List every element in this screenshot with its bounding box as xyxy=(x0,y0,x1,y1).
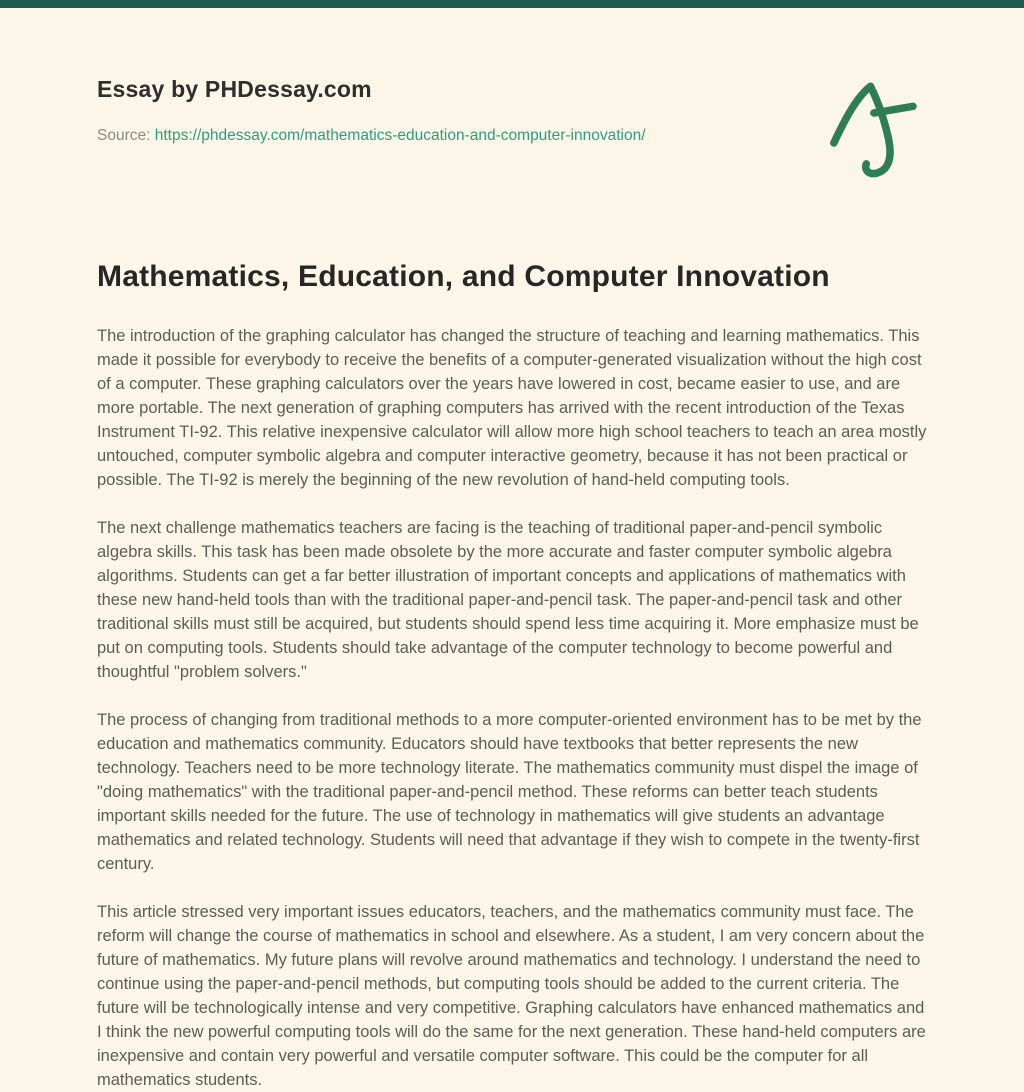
top-accent-bar xyxy=(0,0,1024,8)
essay-paragraph: The process of changing from traditional methods to a more computer-oriented environment has to be met by the education and mathematics community. Educators should have textbooks that better represents the new technology. Teachers need to be more technology literate. The mathematics community must dispel the image of "doing mathematics" with the traditional paper-and-pencil method. These reforms can better teach students important skills needed for the future. The use of technology in mathematics will give students an advantage mathematics and related technology. Students will need that advantage if they wish to compete in the twenty-first century. xyxy=(97,711,922,873)
essay-body xyxy=(97,324,927,1092)
page-content xyxy=(0,76,1024,1092)
source-url-link[interactable]: https://phdessay.com/mathematics-education-and-computer-innovation/ xyxy=(154,127,646,144)
essay-paragraph: This article stressed very important issues educators, teachers, and the mathematics community must face. The reform will change the course of mathematics in school and elsewhere. As a student, I am very concern about the future of mathematics. My future plans will revolve around mathematics and technology. I understand the need to continue using the paper-and-pencil methods, but computing tools should be added to the current criteria. The future will be technologically intense and very competitive. Graphing calculators have enhanced mathematics and I think the new powerful computing tools will do the same for the next generation. These hand-held computers are inexpensive and contain very powerful and versatile computer software. This could be the computer for all mathematics students. xyxy=(97,903,926,1089)
source-line xyxy=(97,127,646,145)
essay-paragraph: The next challenge mathematics teachers are facing is the teaching of traditional paper-and-pencil symbolic algebra skills. This task has been made obsolete by the more accurate and faster computer symbolic algebra algorithms. Students can get a far better illustration of important concepts and applications of mathematics with these new hand-held tools than with the traditional paper-and-pencil task. The paper-and-pencil task and other traditional skills must still be acquired, but students should spend less time acquiring it. More emphasize must be put on computing tools. Students should take advantage of the computer technology to become powerful and thoughtful "problem solvers." xyxy=(97,519,919,681)
site-title: Essay by PHDessay.com xyxy=(97,76,372,102)
source-label: Source: xyxy=(97,127,151,144)
page-header xyxy=(97,76,927,178)
header-text-block xyxy=(97,76,646,145)
essay-title: Mathematics, Education, and Computer Innovation xyxy=(97,260,830,293)
essay-paragraph: The introduction of the graphing calculator has changed the structure of teaching and learning mathematics. This made it possible for everybody to receive the benefits of a computer-generated visualization without the high cost of a computer. These graphing calculators over the years have lowered in cost, became easier to use, and are more portable. The next generation of graphing computers has arrived with the recent introduction of the Texas Instrument TI-92. This relative inexpensive calculator will allow more high school teachers to teach an area mostly untouched, computer symbolic algebra and computer interactive geometry, because it has not been practical or possible. The TI-92 is merely the beginning of the new revolution of hand-held computing tools. xyxy=(97,327,927,489)
phdessay-logo xyxy=(827,78,919,178)
a-plus-monogram-icon xyxy=(827,78,919,178)
